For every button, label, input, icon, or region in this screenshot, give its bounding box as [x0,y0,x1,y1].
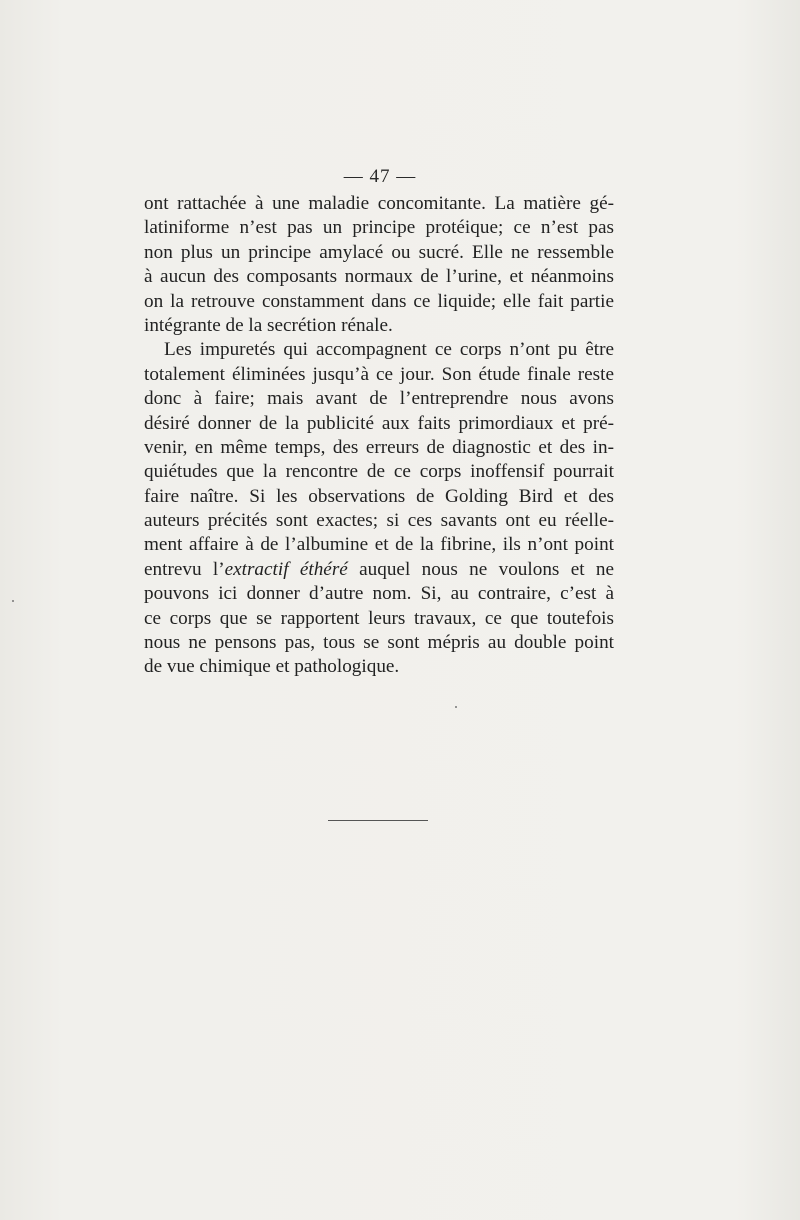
italic-term: extractif éthéré [224,558,348,580]
paper-speck [455,706,457,708]
body-text [144,192,614,680]
paragraph-2-line-6: quiétudes que la rencontre de ce corps inoffensif pourrait [144,461,614,483]
paragraph-2-line-14: de vue chimique et pathologique. [144,656,400,678]
paragraph-1-line-5: on la retrouve constamment dans ce liquide; elle fait partie [144,290,614,312]
paragraph-2-line-7: faire naître. Si les observations de Golding Bird et des [144,485,614,507]
paragraph-1-line-4: à aucun des composants normaux de l’urine, et néanmoins [144,266,614,288]
line-10-prefix: entrevu l’ [144,558,225,580]
paragraph-2-line-13: nous ne pensons pas, tous se sont mépris au double point [144,632,614,654]
paragraph-2-line-4: désiré donner de la publicité aux faits primordiaux et pré- [144,412,614,434]
paragraph-1-line-2: latiniforme n’est pas un principe protéique; ce n’est pas [144,217,614,239]
paragraph-2-line-10 [144,558,614,582]
page-number: — 47 — [343,166,417,187]
paper-speck [12,600,14,602]
line-10-suffix: auquel nous ne voulons et ne [347,558,614,580]
paragraph-2-line-8: auteurs précités sont exactes; si ces savants ont eu réelle- [144,510,614,532]
paragraph-1-line-3: non plus un principe amylacé ou sucré. Elle ne ressemble [144,241,614,263]
section-divider-rule [328,820,428,821]
paragraph-2-line-1: Les impuretés qui accompagnent ce corps n’ont pu être [164,339,614,361]
paragraph-2-line-3: donc à faire; mais avant de l’entreprendre nous avons [144,388,614,410]
paragraph-2-line-11: pouvons ici donner d’autre nom. Si, au contraire, c’est à [144,583,614,605]
paragraph-1-line-1: ont rattachée à une maladie concomitante. La matière gé- [144,193,614,214]
paragraph-2-line-5: venir, en même temps, des erreurs de diagnostic et des in- [144,436,614,458]
paragraph-2-line-2: totalement éliminées jusqu’à ce jour. Son étude finale reste [144,363,614,385]
paragraph-1-line-6: intégrante de la secrétion rénale. [144,314,393,336]
paragraph-2-line-12: ce corps que se rapportent leurs travaux, ce que toutefois [144,607,614,629]
paragraph-2-line-9: ment affaire à de l’albumine et de la fibrine, ils n’ont point [144,534,614,556]
